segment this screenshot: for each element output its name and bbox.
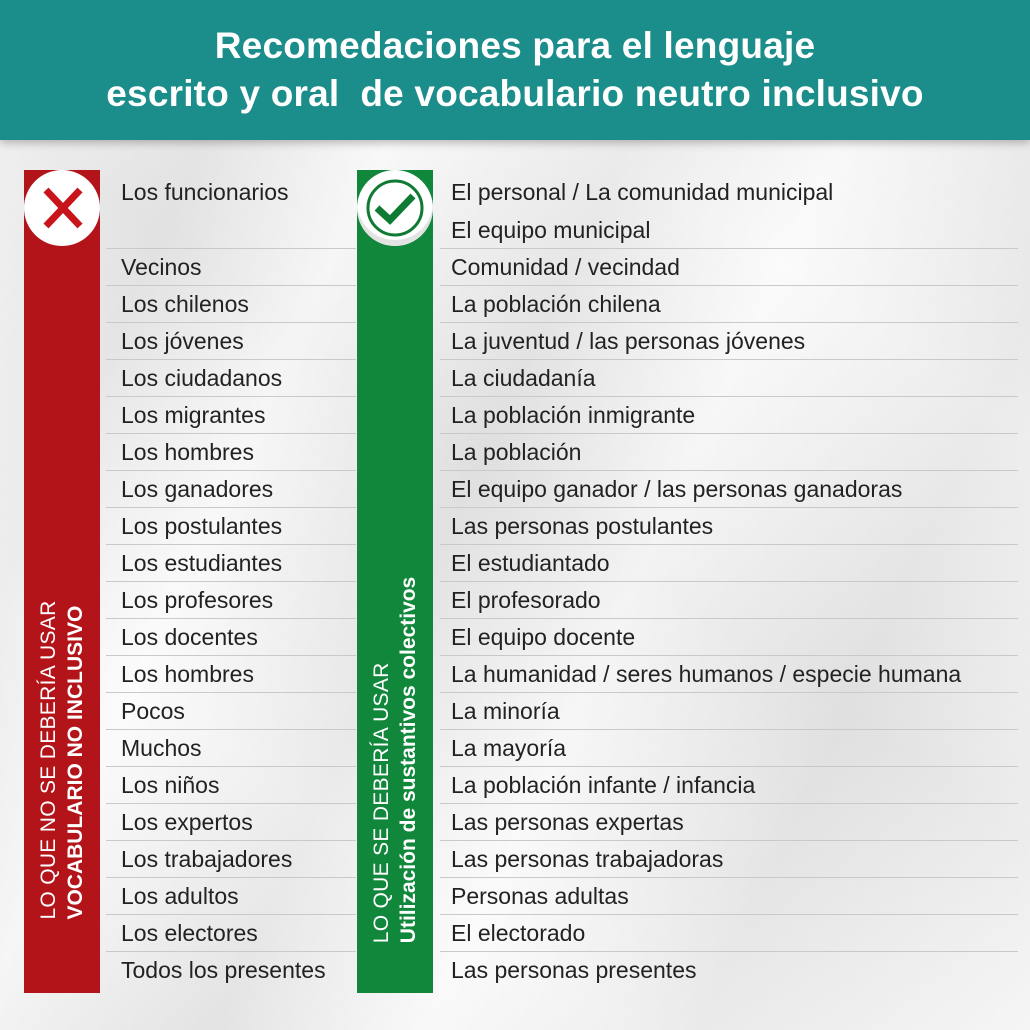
list-item: El equipo ganador / las personas ganadoras	[440, 471, 1018, 508]
list-item: Pocos	[106, 693, 356, 730]
list-item: Los docentes	[106, 619, 356, 656]
list-item: Comunidad / vecindad	[440, 249, 1018, 286]
not-inclusive-label-line-2: VOCABULARIO NO INCLUSIVO	[64, 605, 87, 920]
list-item: El electorado	[440, 915, 1018, 952]
list-item: Los expertos	[106, 804, 356, 841]
not-inclusive-label	[35, 600, 89, 919]
not-inclusive-label-line-1: LO QUE NO SE DEBERÍA USAR	[37, 600, 60, 920]
list-item: Los funcionarios	[106, 174, 356, 249]
list-item: Los estudiantes	[106, 545, 356, 582]
list-item: Todos los presentes	[121, 957, 326, 983]
list-item: La minoría	[440, 693, 1018, 730]
header-banner	[0, 0, 1030, 140]
list-item: Los ganadores	[106, 471, 356, 508]
list-item: Los electores	[106, 915, 356, 952]
list-item: La población	[440, 434, 1018, 471]
list-item: La población inmigrante	[440, 397, 1018, 434]
list-item: Las personas presentes	[451, 957, 697, 983]
inclusive-list	[440, 174, 1018, 989]
inclusive-label	[368, 577, 422, 943]
list-item: El equipo municipal	[440, 212, 1018, 249]
inclusive-label-line-2: Utilización de sustantivos colectivos	[397, 576, 420, 944]
list-item: Los trabajadores	[106, 841, 356, 878]
list-item: Los hombres	[106, 656, 356, 693]
not-inclusive-band	[24, 170, 100, 993]
check-mark-icon	[357, 170, 433, 246]
list-item: El equipo docente	[440, 619, 1018, 656]
list-item: El personal / La comunidad municipal	[451, 179, 834, 205]
list-item: Los niños	[106, 767, 356, 804]
list-item: Muchos	[106, 730, 356, 767]
title-line-1: Recomedaciones para el lenguaje	[214, 25, 816, 66]
list-item: Los hombres	[106, 434, 356, 471]
list-item: El profesorado	[440, 582, 1018, 619]
inclusive-band	[357, 170, 433, 993]
list-item: Las personas expertas	[440, 804, 1018, 841]
list-item: La población infante / infancia	[440, 767, 1018, 804]
list-item: El estudiantado	[440, 545, 1018, 582]
list-item: Las personas postulantes	[440, 508, 1018, 545]
title-line-2: escrito y oral de vocabulario neutro inclusivo	[106, 73, 924, 114]
list-item: Los jóvenes	[106, 323, 356, 360]
inclusive-label-line-1: LO QUE SE DEBERÍA USAR	[370, 662, 393, 944]
list-item: Los profesores	[106, 582, 356, 619]
not-inclusive-list	[106, 174, 356, 989]
list-item: Los postulantes	[106, 508, 356, 545]
list-item: Personas adultas	[440, 878, 1018, 915]
list-item: La humanidad / seres humanos / especie humana	[440, 656, 1018, 693]
list-item: Los migrantes	[106, 397, 356, 434]
list-item: Los adultos	[106, 878, 356, 915]
list-item: Los chilenos	[106, 286, 356, 323]
list-item: Las personas trabajadoras	[440, 841, 1018, 878]
x-mark-icon	[24, 170, 100, 246]
list-item: La juventud / las personas jóvenes	[440, 323, 1018, 360]
list-item: La población chilena	[440, 286, 1018, 323]
list-item: La ciudadanía	[440, 360, 1018, 397]
list-item: Vecinos	[106, 249, 356, 286]
list-item: La mayoría	[440, 730, 1018, 767]
list-item: Los ciudadanos	[106, 360, 356, 397]
